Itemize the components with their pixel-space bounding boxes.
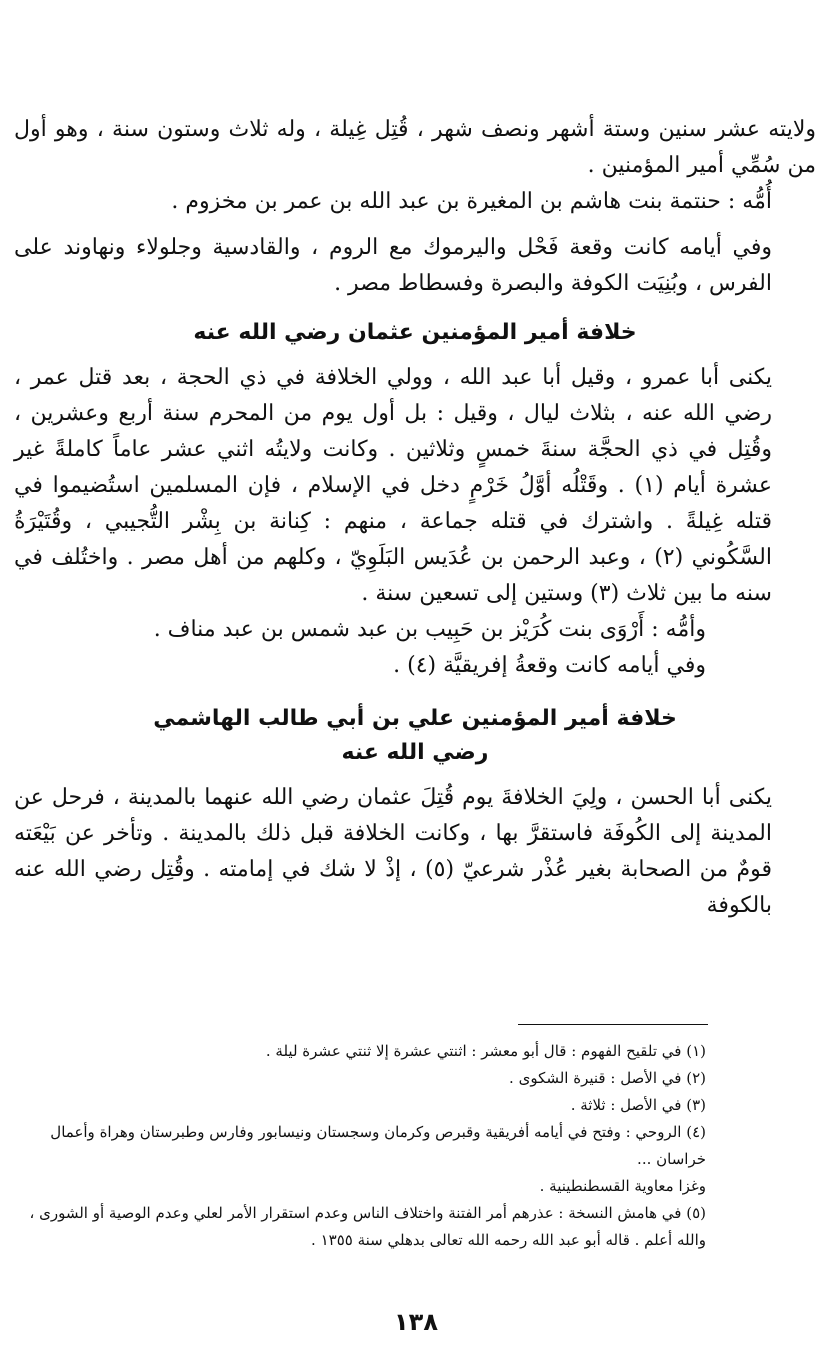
section-heading: خلافة أمير المؤمنين عثمان رضي الله عنه <box>193 320 637 345</box>
paragraph: أُمُّه : حنتمة بنت هاشم بن المغيرة بن عبد الله بن عمر بن مخزوم . <box>171 189 772 214</box>
page-number: ١٣٨ <box>394 1308 438 1336</box>
footnote-separator <box>518 1024 708 1025</box>
section-heading: خلافة أمير المؤمنين علي بن أبي طالب الهاشمي <box>153 706 677 731</box>
footnote: (١) في تلقيح الفهوم : قال أبو معشر : اثنتي عشرة إلا ثنتي عشرة ليلة . <box>265 1042 706 1060</box>
footnote: (٣) في الأصل : ثلاثة . <box>570 1096 706 1114</box>
paragraph: يكنى أبا عمرو ، وقيل أبا عبد الله ، وولي الخلافة في ذي الحجة ، بعد قتل عمر ، رضي الله عنه ، بثلاث ليال ، وقيل : بل أول يوم من المحرم سنة أربع وعشرين ، وقُتِل في ذي الحجَّة سنةَ خمسٍ وثلاثين . وكانت ولايتُه اثني عشر عاماً كاملةً غير عشرة أيام (١) . وقَتْلُه أوَّلُ خَرْمٍ دخل في الإسلام ، فإن المسلمين استُضيموا في قتله غِيلةً . واشترك في قتله جماعة ، منهم : كِنانة بن بِشْر التُّجيبي ، وقُتَيْرَةُ السَّكُوني (٢) ، وعبد الرحمن بن عُدَيس البَلَوِيّ ، وكلهم من أهل مصر . واختُلف في سنه ما بين ثلاث (٣) وستين إلى تسعين سنة . <box>14 365 772 606</box>
paragraph: ولايته عشر سنين وستة أشهر ونصف شهر ، قُتِل غِيلة ، وله ثلاث وستون سنة ، وهو أول من سُمِّي أمير المؤمنين . <box>14 117 816 178</box>
footnote: (٤) الروحي : وفتح في أيامه أفريقية وقبرص وكرمان وسجستان ونيسابور وفارس وطبرستان وهراة وأعمال خراسان ... <box>50 1123 706 1168</box>
section-heading-subtitle: رضي الله عنه <box>341 740 489 765</box>
footnote: (٢) في الأصل : قنيرة الشكوى . <box>509 1069 706 1087</box>
paragraph: وأمُّه : أَرْوَى بنت كُرَيْز بن حَبِيب بن عبد شمس بن عبد مناف . <box>153 617 706 642</box>
footnote: (٥) في هامش النسخة : عذرهم أمر الفتنة واختلاف الناس وعدم استقرار الأمر لعلي وعدم الوصية أو الشورى ، <box>29 1204 706 1222</box>
footnote-continuation: والله أعلم . قاله أبو عبد الله رحمه الله تعالى بدهلي سنة ١٣٥٥ . <box>311 1231 706 1249</box>
footnotes <box>24 1038 706 1254</box>
paragraph: وفي أيامه كانت وقعةُ إفريقيَّة (٤) . <box>393 653 706 678</box>
paragraph: وفي أيامه كانت وقعة فَحْل واليرموك مع الروم ، والقادسية وجلولاء ونهاوند على الفرس ، وبُنِيَت الكوفة والبصرة وفسطاط مصر . <box>14 235 772 296</box>
footnote-continuation: وغزا معاوية القسطنطينية . <box>539 1177 706 1195</box>
paragraph: يكنى أبا الحسن ، ولِيَ الخلافةَ يوم قُتِلَ عثمان رضي الله عنهما بالمدينة ، فرحل عن المدينة إلى الكُوفَة فاستقرَّ بها ، وكانت الخلافة قبل ذلك بالمدينة . وتأخر عن بَيْعَته قومٌ من الصحابة بغير عُذْر شرعيّ (٥) ، إذْ لا شك في إمامته . وقُتِل رضي الله عنه بالكوفة <box>14 785 773 918</box>
main-text <box>14 112 816 924</box>
